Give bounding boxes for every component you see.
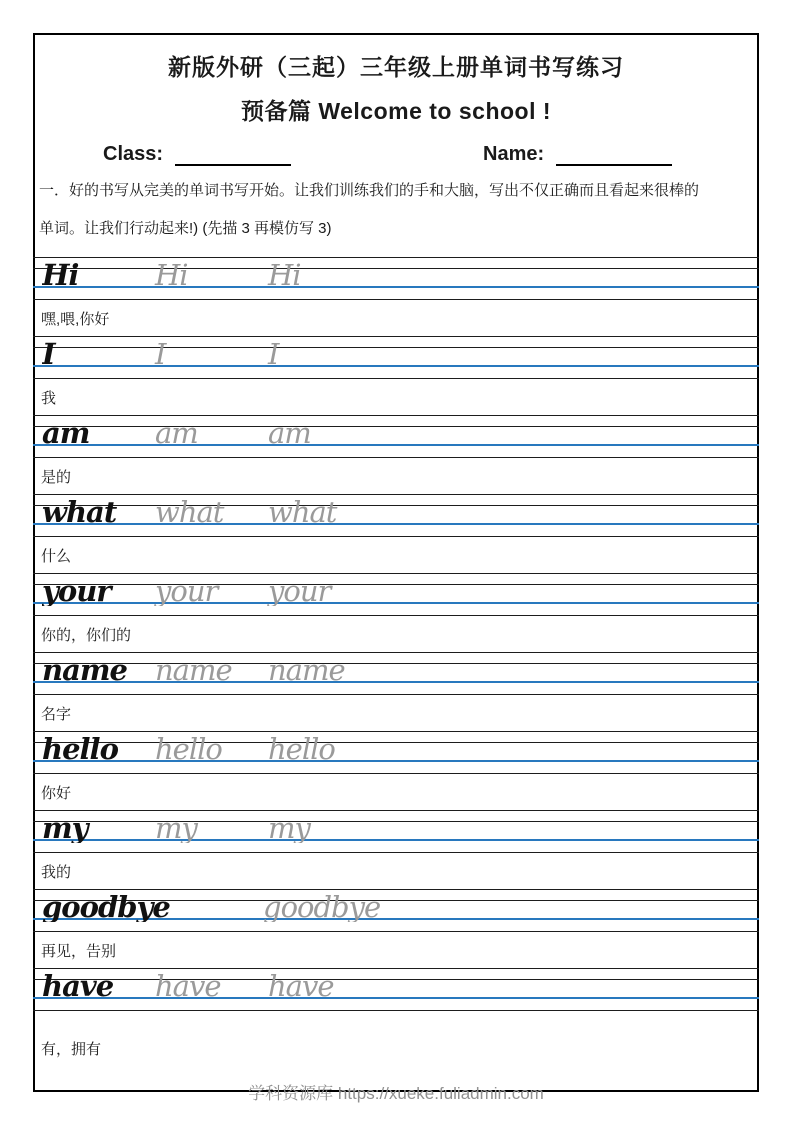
page-subtitle: 预备篇 Welcome to school ! bbox=[240, 98, 552, 124]
word-meaning: 你好 bbox=[41, 784, 72, 802]
grid-line-bottom bbox=[33, 931, 759, 932]
word-meaning: 再见，告别 bbox=[41, 942, 117, 960]
word-trace: my bbox=[268, 811, 310, 843]
practice-rows bbox=[35, 257, 757, 1066]
word-copies bbox=[42, 889, 757, 922]
class-label: Class: bbox=[103, 143, 164, 165]
word-trace: Hi bbox=[155, 258, 188, 290]
word-meaning: 我的 bbox=[41, 863, 72, 881]
word-copies bbox=[42, 810, 757, 843]
word-model: my bbox=[42, 811, 88, 843]
grid-line-bottom bbox=[33, 852, 759, 853]
word-model: your bbox=[42, 574, 111, 606]
word-copies bbox=[42, 257, 757, 290]
word-trace: am bbox=[268, 416, 311, 448]
writing-grid[interactable] bbox=[35, 257, 757, 300]
word-trace: name bbox=[268, 653, 345, 685]
practice-row bbox=[35, 573, 757, 652]
word-model: what bbox=[42, 495, 117, 527]
word-meaning: 我 bbox=[41, 389, 57, 407]
writing-grid[interactable] bbox=[35, 494, 757, 537]
grid-line-bottom bbox=[33, 694, 759, 695]
class-field bbox=[103, 143, 291, 166]
writing-grid[interactable] bbox=[35, 573, 757, 616]
practice-row bbox=[35, 652, 757, 731]
grid-line-bottom bbox=[33, 773, 759, 774]
footer-watermark: 学科资源库 https://xueke.fuliadmin.com bbox=[248, 1084, 544, 1103]
word-trace: what bbox=[268, 495, 337, 527]
word-copies bbox=[42, 652, 757, 685]
word-model: have bbox=[42, 969, 114, 1001]
word-trace: your bbox=[155, 574, 218, 606]
word-copies bbox=[42, 573, 757, 606]
practice-row bbox=[35, 731, 757, 810]
practice-row bbox=[35, 810, 757, 889]
grid-line-bottom bbox=[33, 299, 759, 300]
word-model: am bbox=[42, 416, 90, 448]
word-meaning: 你的，你们的 bbox=[41, 626, 132, 644]
word-trace: goodbye bbox=[263, 890, 381, 922]
word-meaning: 名字 bbox=[41, 705, 72, 723]
name-field bbox=[483, 143, 672, 166]
word-trace: my bbox=[155, 811, 197, 843]
word-copies bbox=[42, 731, 757, 764]
grid-line-bottom bbox=[33, 457, 759, 458]
writing-grid[interactable] bbox=[35, 810, 757, 853]
practice-row bbox=[35, 889, 757, 968]
word-trace: Hi bbox=[268, 258, 301, 290]
class-input-blank[interactable] bbox=[175, 144, 291, 166]
word-meaning: 嘿,喂,你好 bbox=[41, 310, 110, 328]
practice-row bbox=[35, 415, 757, 494]
grid-line-bottom bbox=[33, 378, 759, 379]
word-model: Hi bbox=[42, 258, 79, 290]
practice-row bbox=[35, 494, 757, 573]
word-trace: have bbox=[268, 969, 334, 1001]
word-model: goodbye bbox=[42, 890, 170, 922]
word-model: name bbox=[42, 653, 128, 685]
word-copies bbox=[42, 336, 757, 369]
writing-grid[interactable] bbox=[35, 731, 757, 774]
word-trace: hello bbox=[155, 732, 222, 764]
page-title: 新版外研（三起）三年级上册单词书写练习 bbox=[168, 54, 624, 80]
word-model: hello bbox=[42, 732, 118, 764]
practice-row bbox=[35, 336, 757, 415]
grid-line-bottom bbox=[33, 615, 759, 616]
word-meaning: 有，拥有 bbox=[41, 1040, 102, 1058]
practice-row bbox=[35, 968, 757, 1066]
word-copies bbox=[42, 415, 757, 448]
instruction-text bbox=[39, 181, 751, 238]
class-name-row bbox=[35, 143, 757, 166]
word-trace: name bbox=[155, 653, 232, 685]
instruction-line-2: 单词。让我们行动起来!) (先描 3 再模仿写 3) bbox=[39, 220, 332, 237]
word-trace: am bbox=[155, 416, 198, 448]
writing-grid[interactable] bbox=[35, 336, 757, 379]
word-trace: have bbox=[155, 969, 221, 1001]
writing-grid[interactable] bbox=[35, 415, 757, 458]
word-meaning: 什么 bbox=[41, 547, 72, 565]
word-copies bbox=[42, 494, 757, 527]
practice-row bbox=[35, 257, 757, 336]
writing-grid[interactable] bbox=[35, 968, 757, 1011]
grid-line-bottom bbox=[33, 536, 759, 537]
word-trace: I bbox=[155, 337, 166, 369]
grid-line-bottom bbox=[33, 1010, 759, 1011]
word-trace: your bbox=[268, 574, 331, 606]
word-trace: what bbox=[155, 495, 224, 527]
writing-grid[interactable] bbox=[35, 652, 757, 695]
word-copies bbox=[42, 968, 757, 1001]
word-model: I bbox=[42, 337, 55, 369]
word-meaning: 是的 bbox=[41, 468, 72, 486]
word-trace: I bbox=[268, 337, 279, 369]
instruction-line-1: 一．好的书写从完美的单词书写开始。让我们训练我们的手和大脑，写出不仅正确而且看起来很棒的 bbox=[39, 182, 700, 199]
worksheet-page bbox=[33, 33, 759, 1103]
writing-grid[interactable] bbox=[35, 889, 757, 932]
name-label: Name: bbox=[483, 143, 545, 165]
word-trace: hello bbox=[268, 732, 335, 764]
name-input-blank[interactable] bbox=[556, 144, 672, 166]
